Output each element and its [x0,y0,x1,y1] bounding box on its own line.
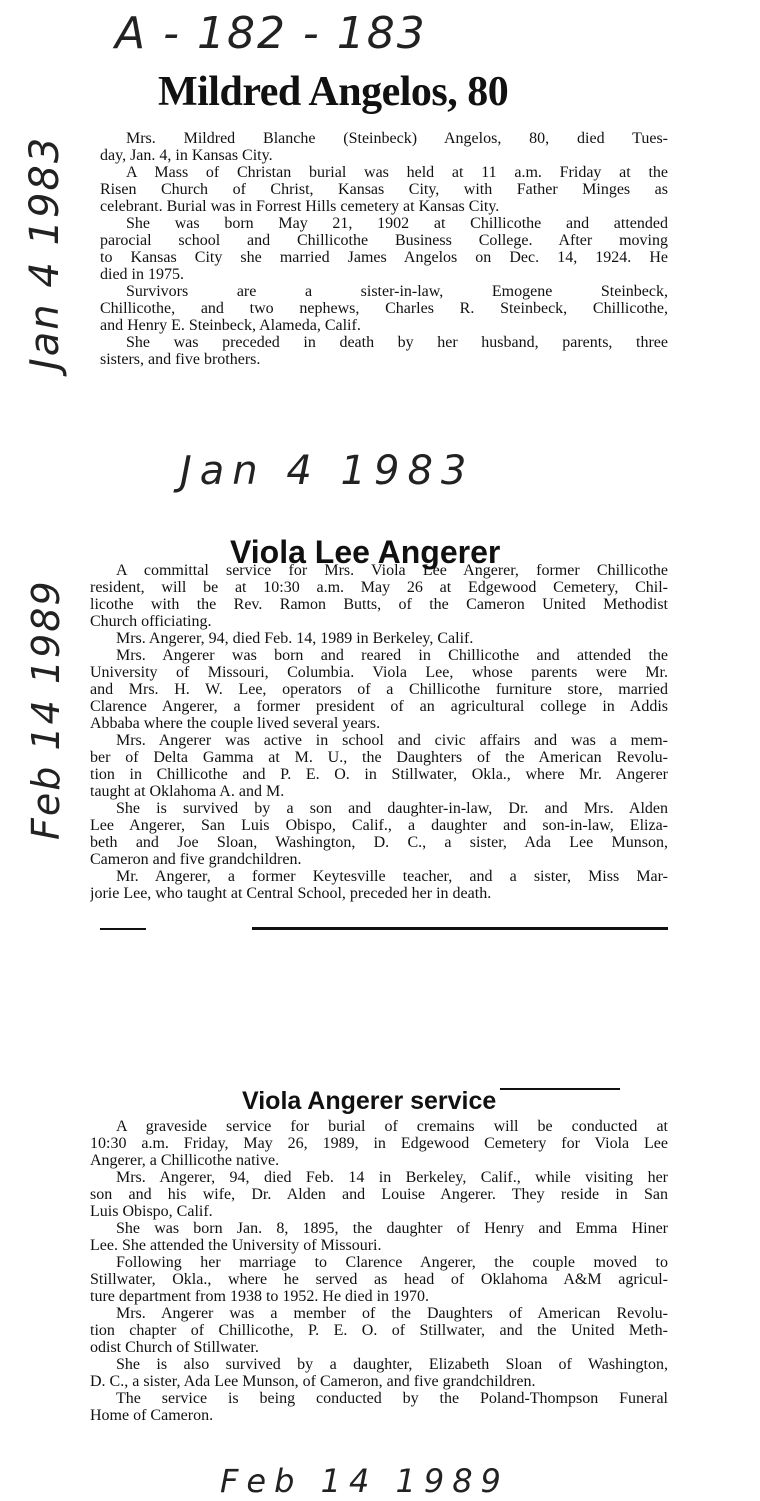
text-line: ber of Delta Gamma at M. U., the Daughters of the American Revolu- [90,749,668,766]
text-line: Following her marriage to Clarence Angerer, the couple moved to [116,1254,668,1271]
text-line: jorie Lee, who taught at Central School, preceded her in death. [90,885,492,902]
text-line: She was born Jan. 8, 1895, the daughter of Henry and Emma Hiner [116,1220,668,1237]
text-line: died in 1975. [100,266,184,283]
text-line: She is survived by a son and daughter-in-law, Dr. and Mrs. Alden [116,800,668,817]
text-line: Mrs. Angerer was a member of the Daughters of American Revolu- [116,1305,668,1322]
text-line: She was preceded in death by her husband, parents, three [126,334,668,351]
article-body-viola-lee-angerer [90,562,668,902]
handwritten-side-date-1983: Jan 4 1983 [22,135,68,370]
article-title-mildred-angelos: Mildred Angelos, 80 [158,69,509,115]
text-line: son and his wife, Dr. Alden and Louise Angerer. They reside in San [90,1186,668,1203]
text-line: Mr. Angerer, a former Keytesville teacher, and a sister, Miss Mar- [116,868,668,885]
text-line: Church officiating. [90,613,212,630]
article-body-mildred-angelos [100,130,668,368]
text-line: D. C., a sister, Ada Lee Munson, of Cameron, and five grandchildren. [90,1373,536,1390]
text-line: University of Missouri, Columbia. Viola Lee, whose parents were Mr. [90,664,668,681]
text-line: 10:30 a.m. Friday, May 26, 1989, in Edgewood Cemetery for Viola Lee [90,1135,668,1152]
text-line: Lee. She attended the University of Missouri. [90,1237,382,1254]
text-line: day, Jan. 4, in Kansas City. [100,147,273,164]
handwritten-date-1983: Jan 4 1983 [180,448,475,494]
article-title-viola-lee-angerer: Viola Lee Angerer [230,534,501,570]
text-line: sisters, and five brothers. [100,351,261,368]
text-line: ture department from 1938 to 1952. He died in 1970. [90,1288,430,1305]
text-line: Luis Obispo, Calif. [90,1203,213,1220]
text-line: Angerer, a Chillicothe native. [90,1152,280,1169]
text-line: A graveside service for burial of cremains will be conducted at [116,1118,668,1135]
text-line: Mrs. Angerer was active in school and civic affairs and was a mem- [116,732,668,749]
text-line: Stillwater, Okla., where he served as head of Oklahoma A&M agricul- [90,1271,668,1288]
text-line: Chillicothe, and two nephews, Charles R. Steinbeck, Chillicothe, [100,300,668,317]
text-line: Clarence Angerer, a former president of an agricultural college in Addis [90,698,668,715]
text-line: Mrs. Angerer was born and reared in Chillicothe and attended the [116,647,668,664]
text-line: Risen Church of Christ, Kansas City, with Father Minges as [100,181,668,198]
handwritten-side-date-1989: Feb 14 1989 [24,579,68,840]
text-line: Mrs. Mildred Blanche (Steinbeck) Angelos, 80, died Tues- [126,130,668,147]
text-line: tion in Chillicothe and P. E. O. in Stillwater, Okla., where Mr. Angerer [90,766,668,783]
text-line: parocial school and Chillicothe Business College. After moving [100,232,668,249]
handwritten-page-number: A - 182 - 183 [115,8,427,59]
text-line: tion chapter of Chillicothe, P. E. O. of Stillwater, and the United Meth- [90,1322,668,1339]
text-line: She was born May 21, 1902 at Chillicothe and attended [126,215,668,232]
text-line: beth and Joe Sloan, Washington, D. C., a sister, Ada Lee Munson, [90,834,668,851]
text-line: The service is being conducted by the Poland-Thompson Funeral [116,1390,668,1407]
text-line: to Kansas City she married James Angelos on Dec. 14, 1924. He [100,249,668,266]
text-line: and Mrs. H. W. Lee, operators of a Chillicothe furniture store, married [90,681,668,698]
text-line: celebrant. Burial was in Forrest Hills cemetery at Kansas City. [100,198,500,215]
text-line: Mrs. Angerer, 94, died Feb. 14 in Berkeley, Calif., while visiting her [116,1169,668,1186]
text-line: resident, will be at 10:30 a.m. May 26 at Edgewood Cemetery, Chil- [90,579,668,596]
divider-long [252,927,668,930]
handwritten-date-1989: Feb 14 1989 [220,1462,509,1500]
divider-short [100,928,146,930]
text-line: and Henry E. Steinbeck, Alameda, Calif. [100,317,361,334]
text-line: taught at Oklahoma A. and M. [90,783,285,800]
text-line: Survivors are a sister-in-law, Emogene Steinbeck, [126,283,668,300]
text-line: licothe with the Rev. Ramon Butts, of the Cameron United Methodist [90,596,668,613]
text-line: She is also survived by a daughter, Elizabeth Sloan of Washington, [116,1356,668,1373]
text-line: Abbaba where the couple lived several years. [90,715,381,732]
text-line: A Mass of Christan burial was held at 11 a.m. Friday at the [126,164,668,181]
text-line: Mrs. Angerer, 94, died Feb. 14, 1989 in Berkeley, Calif. [116,630,474,647]
text-line: A committal service for Mrs. Viola Lee Angerer, former Chillicothe [116,562,668,579]
article-body-viola-angerer-service [90,1118,668,1424]
article-title-viola-angerer-service: Viola Angerer service [242,1087,500,1116]
text-line: Cameron and five grandchildren. [90,851,302,868]
text-line: Home of Cameron. [90,1407,214,1424]
text-line: Lee Angerer, San Luis Obispo, Calif., a daughter and son-in-law, Eliza- [90,817,668,834]
text-line: odist Church of Stillwater. [90,1339,259,1356]
